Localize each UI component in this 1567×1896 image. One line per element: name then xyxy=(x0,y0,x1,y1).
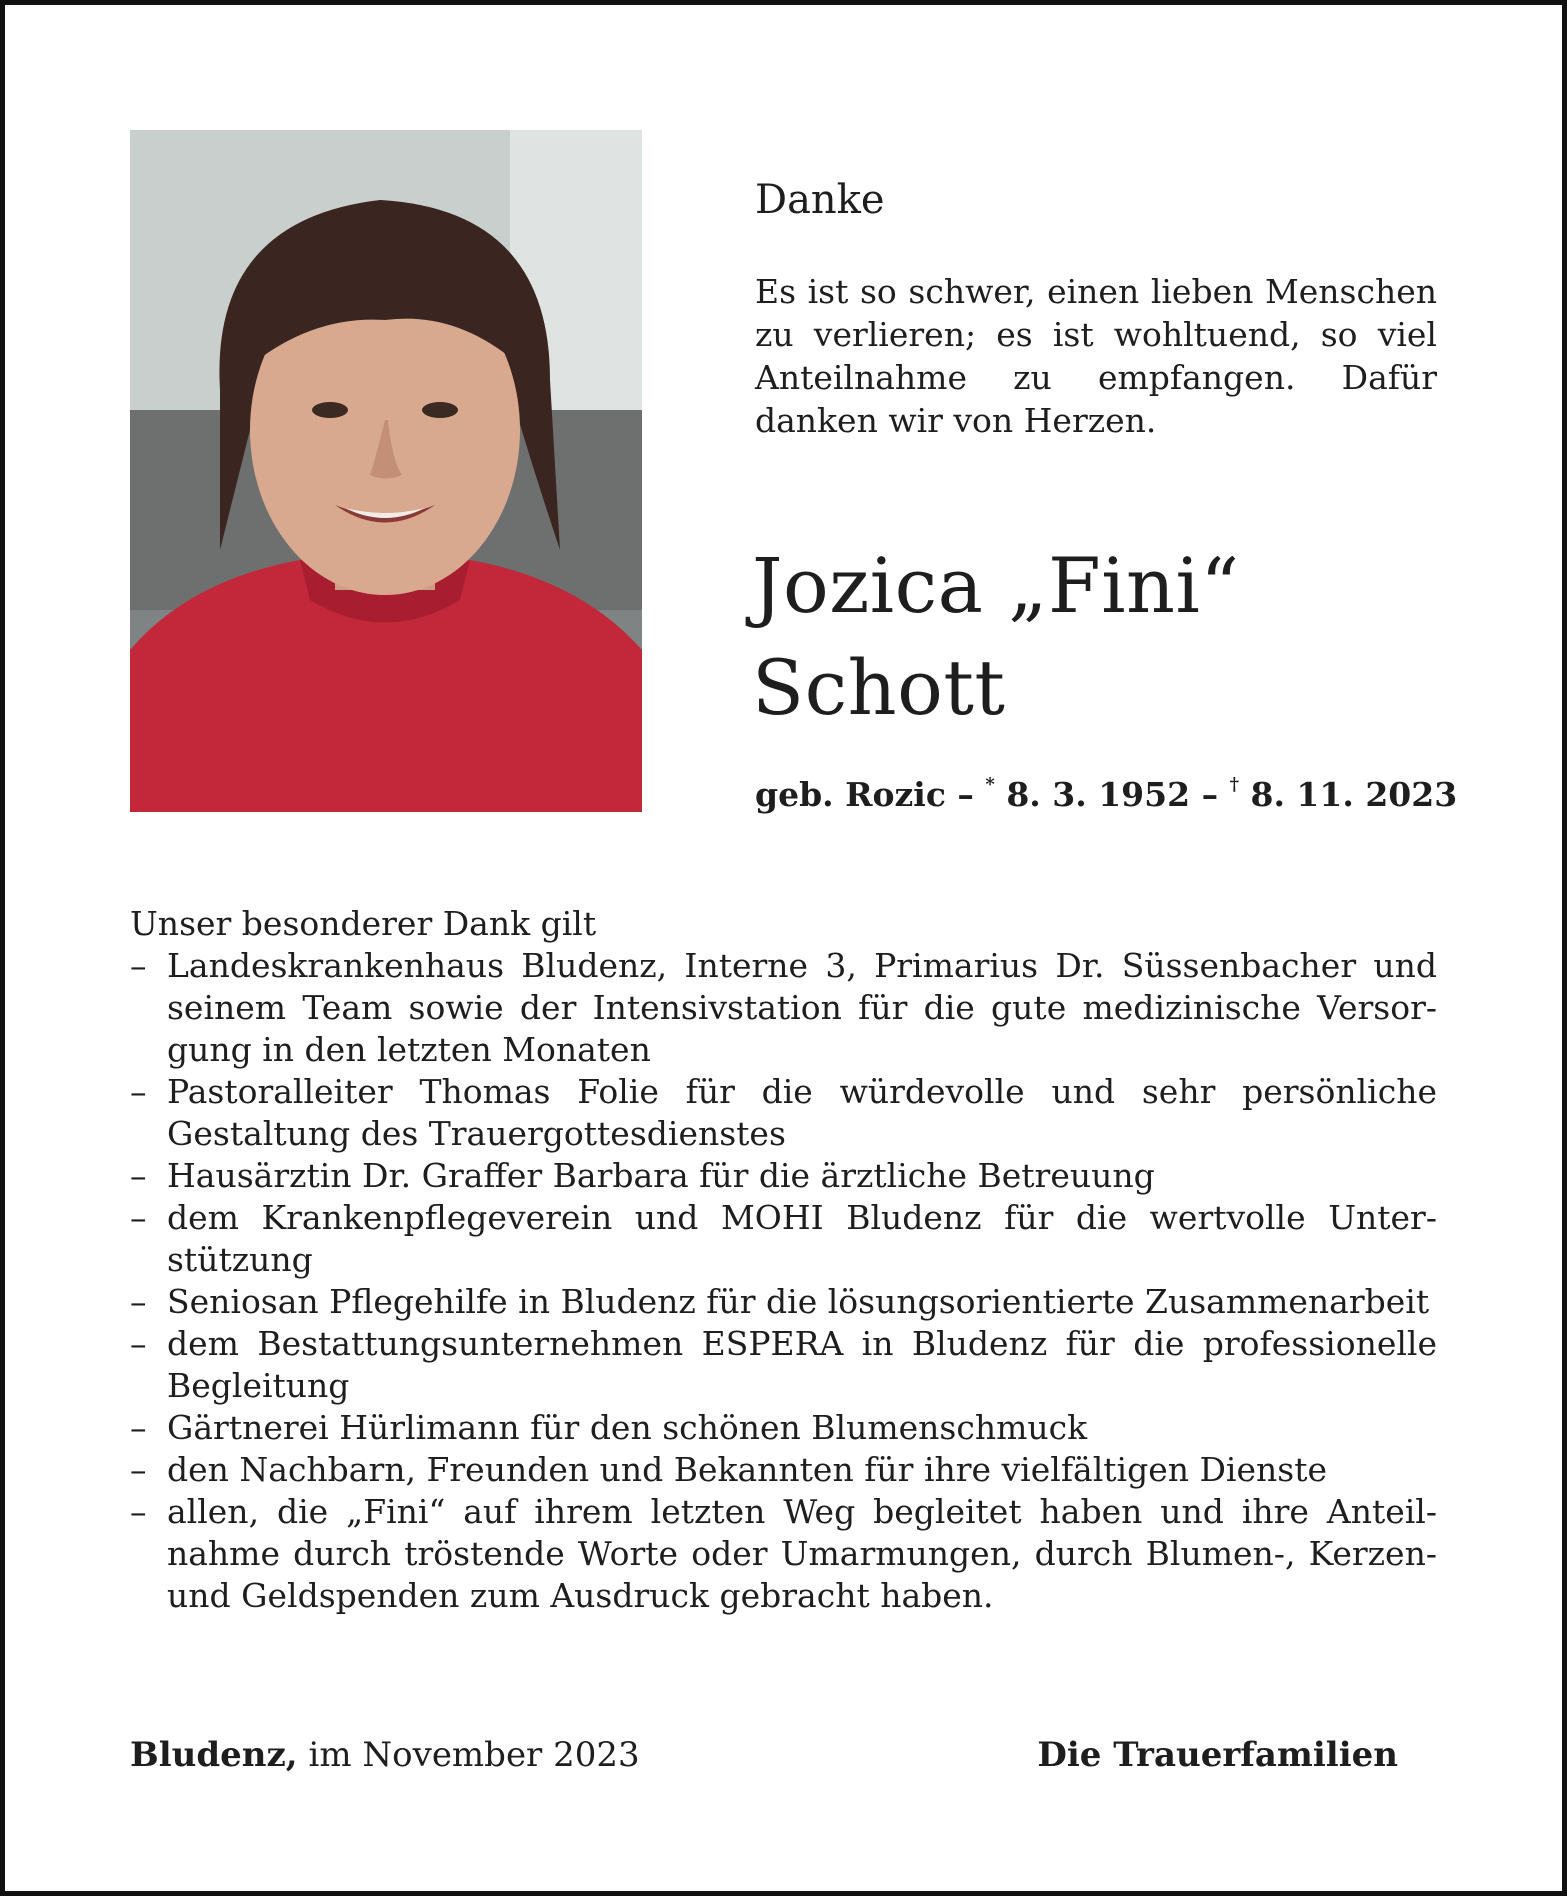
list-dash: – xyxy=(130,1072,147,1111)
thanks-item-text: Pastoralleiter Thomas Folie für die würdevolle und sehr persönliche Gestaltung des Trauergottesdienstes xyxy=(167,1072,1437,1153)
list-dash: – xyxy=(130,946,147,985)
intro-text: Es ist so schwer, einen lieben Menschen zu verlieren; es ist wohltuend, so viel Anteilnahme zu empfangen. Dafür danken wir von Herzen. xyxy=(755,272,1437,440)
thanks-item-text: Hausärztin Dr. Graffer Barbara für die ärztliche Betreuung xyxy=(167,1156,1155,1195)
thanks-intro: Unser besonderer Dank gilt xyxy=(130,904,597,943)
thanks-item-text: Landeskrankenhaus Bludenz, Interne 3, Primarius Dr. Süssenbacher und seinem Team sowie der Intensivstation für die gute medizinische Versorgung in den letzten Monaten xyxy=(167,946,1437,1069)
list-dash: – xyxy=(130,1198,147,1237)
portrait-photo xyxy=(130,130,642,812)
right-eye xyxy=(422,402,458,418)
thanks-list xyxy=(130,945,1437,1617)
name-line-1: Jozica „Fini“ xyxy=(752,541,1240,630)
death-date: 8. 11. 2023 xyxy=(1250,775,1458,814)
thanks-item xyxy=(130,1281,1437,1323)
thanks-item xyxy=(130,1323,1437,1407)
thanks-item xyxy=(130,1197,1437,1281)
thanks-item xyxy=(130,1407,1437,1449)
birth-date: 8. 3. 1952 xyxy=(1006,775,1191,814)
signature: Die Trauerfamilien xyxy=(1037,1735,1398,1775)
thanks-item-text: den Nachbarn, Freunden und Bekannten für ihre vielfältigen Dienste xyxy=(167,1450,1327,1489)
thanks-heading: Danke xyxy=(755,177,885,223)
thanks-item-text: Gärtnerei Hürlimann für den schönen Blumenschmuck xyxy=(167,1408,1088,1447)
date: im November 2023 xyxy=(297,1735,640,1775)
thanks-item-text: Seniosan Pflegehilfe in Bludenz für die lösungsorientierte Zusammenarbeit xyxy=(167,1282,1430,1321)
dates-separator-2: – xyxy=(1190,775,1230,814)
portrait-illustration xyxy=(130,130,642,812)
birth-name: geb. Rozic xyxy=(755,775,946,814)
thanks-item xyxy=(130,1491,1437,1617)
thanks-item-text: dem Krankenpflegeverein und MOHI Bludenz für die wertvolle Unterstützung xyxy=(167,1198,1437,1279)
thanks-item-text: dem Bestattungsunternehmen ESPERA in Bludenz für die professionelle Begleitung xyxy=(167,1324,1437,1405)
thanks-item xyxy=(130,1449,1437,1491)
thanks-item-text: allen, die „Fini“ auf ihrem letzten Weg begleitet haben und ihre Anteilnahme durch tröstende Worte oder Umarmungen, durch Blumen-, Kerzen- und Geldspenden zum Ausdruck gebracht haben. xyxy=(167,1492,1437,1615)
list-dash: – xyxy=(130,1492,147,1531)
name-line-2: Schott xyxy=(752,643,1006,732)
dates-separator-1: – xyxy=(945,775,986,814)
left-eye xyxy=(312,402,348,418)
thanks-item xyxy=(130,1071,1437,1155)
list-dash: – xyxy=(130,1408,147,1447)
list-dash: – xyxy=(130,1450,147,1489)
thanks-item xyxy=(130,1155,1437,1197)
death-symbol: † xyxy=(1229,774,1239,795)
place: Bludenz, xyxy=(130,1735,298,1775)
deceased-name xyxy=(752,535,1240,739)
thanks-item xyxy=(130,945,1437,1071)
birth-symbol: * xyxy=(985,774,995,795)
list-dash: – xyxy=(130,1156,147,1195)
list-dash: – xyxy=(130,1324,147,1363)
list-dash: – xyxy=(130,1282,147,1321)
life-dates xyxy=(755,775,1457,814)
thanks-section xyxy=(130,903,1437,1617)
place-date xyxy=(130,1735,640,1775)
